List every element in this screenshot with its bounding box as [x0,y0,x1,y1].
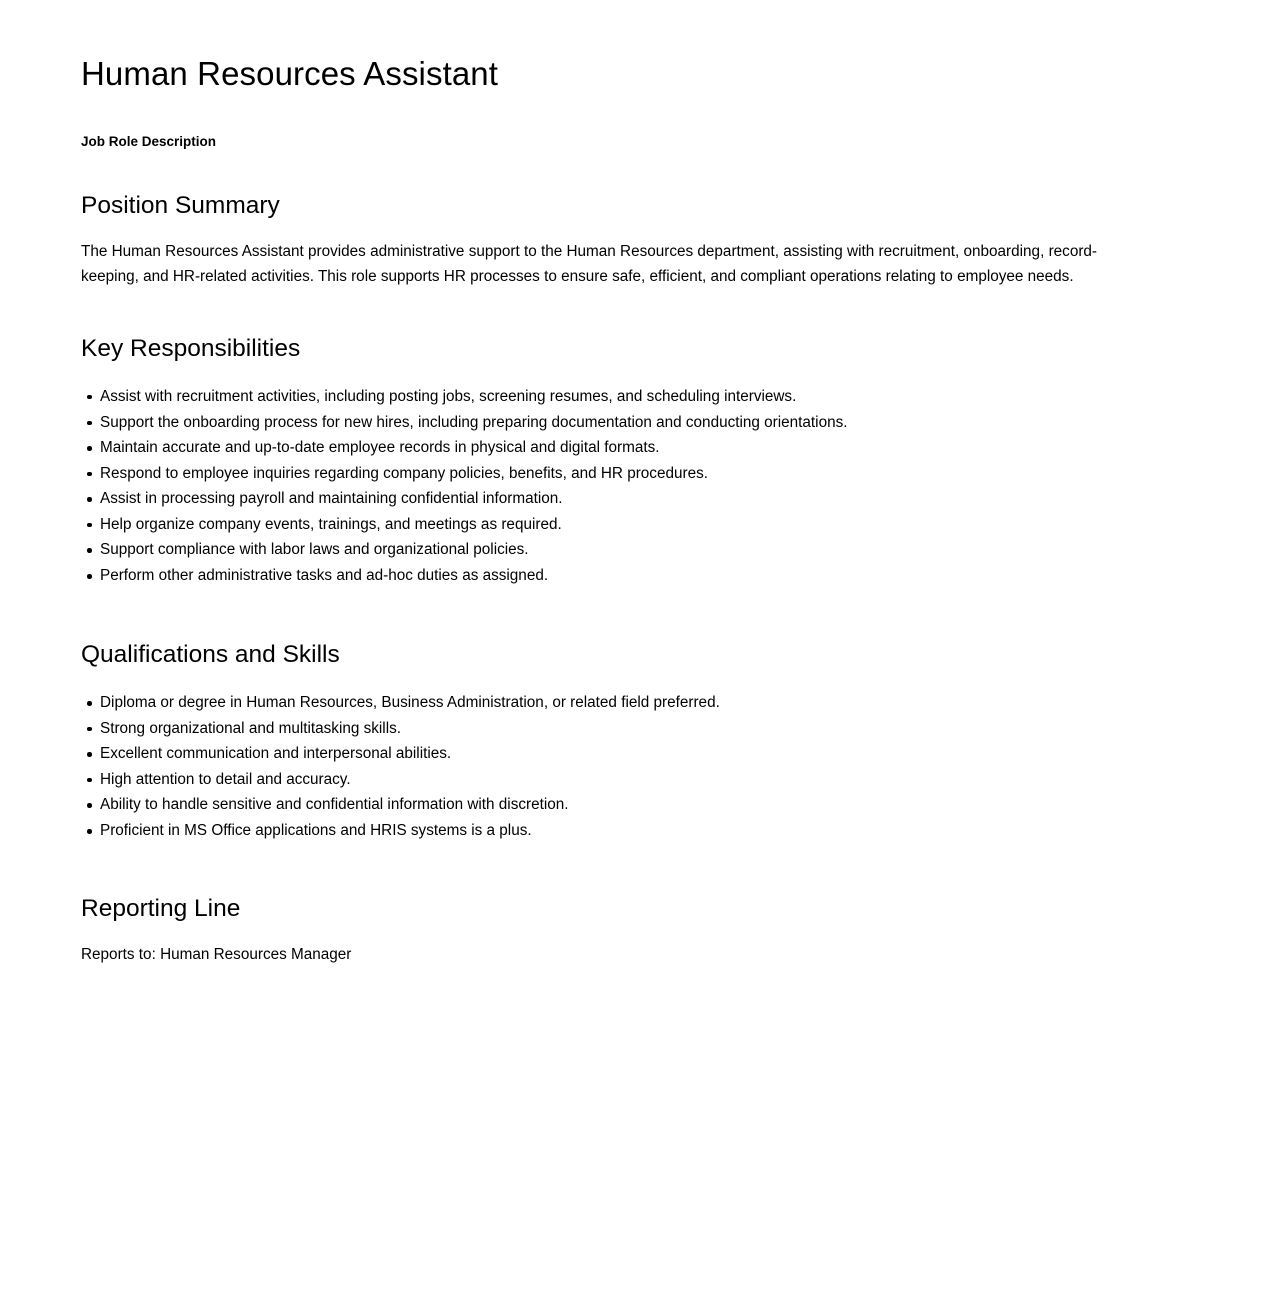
list-item: Respond to employee inquiries regarding company policies, benefits, and HR procedures. [81,461,1158,487]
list-item: High attention to detail and accuracy. [81,767,1158,793]
section-reporting-line [81,894,1158,968]
list-item: Assist in processing payroll and maintaining confidential information. [81,486,1158,512]
section-heading-qualifications-and-skills: Qualifications and Skills [81,640,340,668]
list-item: Help organize company events, trainings, and meetings as required. [81,512,1158,538]
qualifications-list [81,690,1158,844]
list-item: Assist with recruitment activities, including posting jobs, screening resumes, and scheduling interviews. [81,384,1158,410]
section-key-responsibilities [81,334,1158,589]
key-responsibilities-list [81,384,1158,589]
list-item: Diploma or degree in Human Resources, Business Administration, or related field preferred. [81,690,1158,716]
list-item: Strong organizational and multitasking skills. [81,716,1158,742]
list-item: Ability to handle sensitive and confidential information with discretion. [81,792,1158,818]
section-heading-key-responsibilities: Key Responsibilities [81,334,301,362]
list-item: Support compliance with labor laws and organizational policies. [81,537,1158,563]
reporting-line-text: Reports to: Human Resources Manager [81,946,352,963]
list-item: Maintain accurate and up-to-date employee records in physical and digital formats. [81,435,1158,461]
list-item: Support the onboarding process for new hires, including preparing documentation and conducting orientations. [81,410,1158,436]
section-position-summary [81,191,1158,289]
document-subtitle: Job Role Description [81,133,217,149]
section-heading-position-summary: Position Summary [81,192,280,220]
page-title: Human Resources Assistant [81,55,499,92]
section-heading-reporting-line: Reporting Line [81,894,241,922]
list-item: Proficient in MS Office applications and HRIS systems is a plus. [81,818,1158,844]
list-item: Perform other administrative tasks and ad-hoc duties as assigned. [81,563,1158,589]
section-qualifications-and-skills [81,640,1158,844]
list-item: Excellent communication and interpersonal abilities. [81,741,1158,767]
position-summary-paragraph: The Human Resources Assistant provides administrative support to the Human Resources department, assisting with recruitment, onboarding, record-keeping, and HR-related activities. This role supports HR processes to ensure safe, efficient, and compliant operations relating to employee needs. [81,242,1098,286]
